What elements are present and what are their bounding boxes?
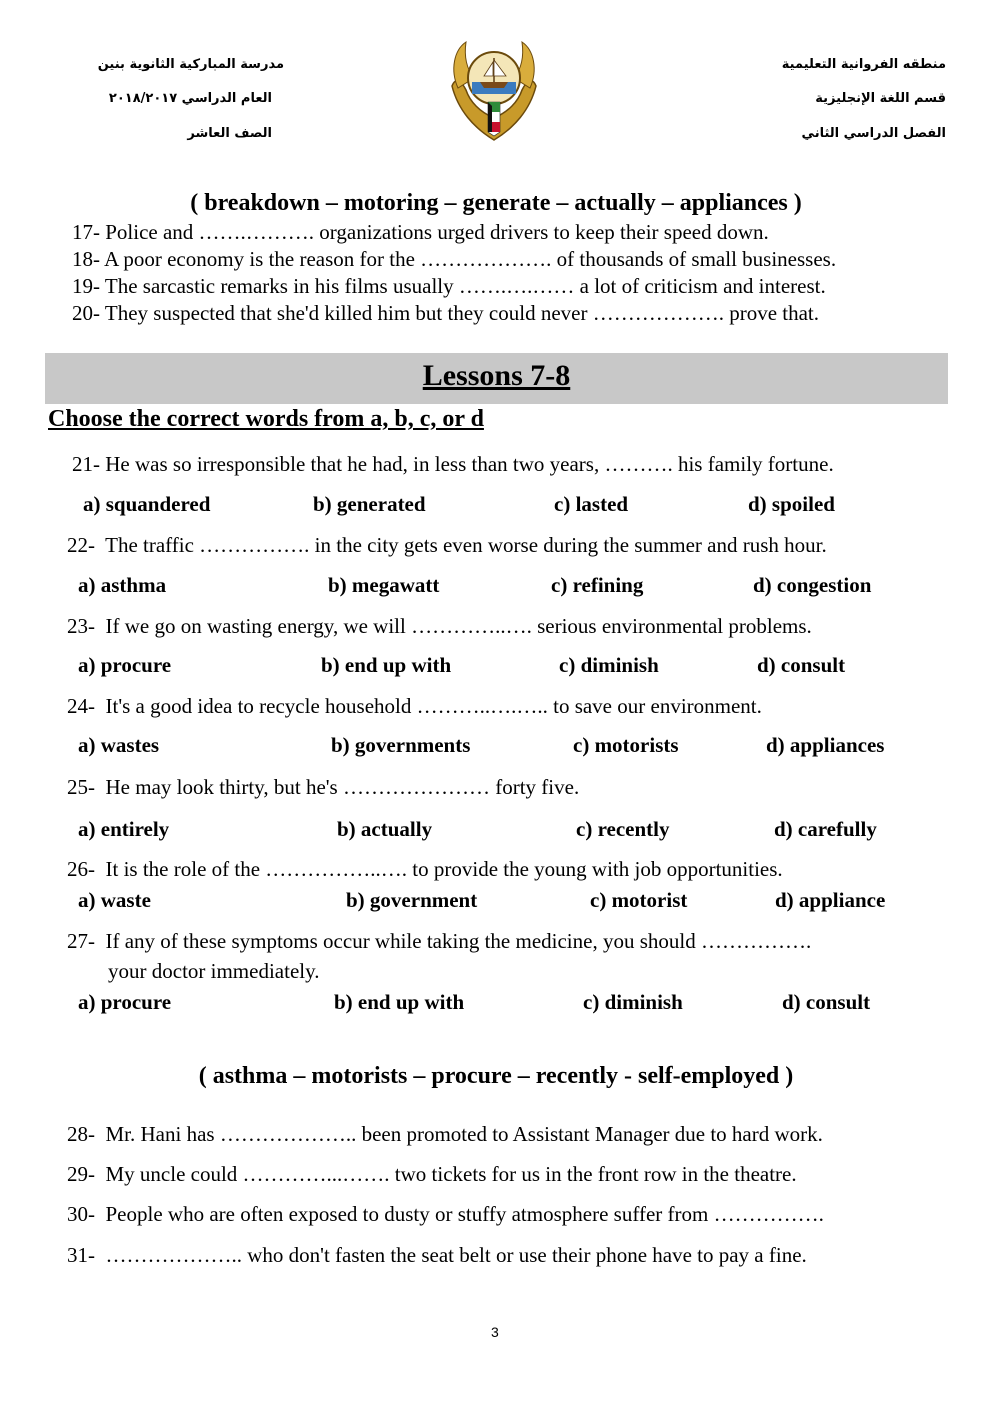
option-26-d[interactable]: d) appliance bbox=[775, 888, 886, 912]
page-number: 3 bbox=[491, 1324, 499, 1340]
question-30: 30- People who are often exposed to dusty or stuffy atmosphere suffer from ……………. bbox=[67, 1202, 824, 1226]
option-21-b[interactable]: b) generated bbox=[313, 492, 426, 516]
question-25: 25- He may look thirty, but he's ………………… forty five. bbox=[67, 775, 580, 799]
question-29: 29- My uncle could …………...……. two tickets for us in the front row in the theatre. bbox=[67, 1162, 797, 1186]
option-23-d[interactable]: d) consult bbox=[757, 653, 846, 677]
question-19: 19- The sarcastic remarks in his films usually …….….…… a lot of criticism and interest. bbox=[72, 274, 826, 298]
question-24: 24- It's a good idea to recycle household ………..….….. to save our environment. bbox=[67, 694, 762, 718]
option-25-d[interactable]: d) carefully bbox=[774, 817, 877, 841]
option-22-a[interactable]: a) asthma bbox=[78, 573, 167, 597]
lesson-banner bbox=[45, 353, 948, 404]
header-year: العام الدراسي ٢٠١٨/٢٠١٧ bbox=[108, 91, 272, 106]
option-26-a[interactable]: a) waste bbox=[78, 888, 151, 912]
option-23-c[interactable]: c) diminish bbox=[559, 653, 659, 677]
header-grade: الصف العاشر bbox=[187, 126, 272, 141]
option-23-a[interactable]: a) procure bbox=[78, 653, 172, 677]
option-25-b[interactable]: b) actually bbox=[337, 817, 433, 841]
option-25-a[interactable]: a) entirely bbox=[78, 817, 170, 841]
option-24-b[interactable]: b) governments bbox=[331, 733, 471, 757]
option-26-c[interactable]: c) motorist bbox=[590, 888, 688, 912]
question-21: 21- He was so irresponsible that he had, in less than two years, ………. his family fortune. bbox=[72, 452, 834, 476]
question-27: 27- If any of these symptoms occur while taking the medicine, you should ……………. bbox=[67, 929, 812, 953]
header-region: منطقه الفروانية التعليمية bbox=[781, 57, 946, 72]
option-24-c[interactable]: c) motorists bbox=[573, 733, 679, 757]
lesson-title: Lessons 7-8 bbox=[422, 359, 571, 392]
option-24-d[interactable]: d) appliances bbox=[766, 733, 885, 757]
question-31: 31- ……………….. who don't fasten the seat belt or use their phone have to pay a fine. bbox=[67, 1243, 807, 1267]
option-22-c[interactable]: c) refining bbox=[551, 573, 644, 597]
question-22: 22- The traffic ……………. in the city gets even worse during the summer and rush hour. bbox=[67, 533, 827, 557]
option-21-c[interactable]: c) lasted bbox=[554, 492, 629, 516]
option-27-b[interactable]: b) end up with bbox=[334, 990, 465, 1014]
header-school: مدرسة المباركية الثانوية بنين bbox=[97, 57, 284, 72]
option-22-b[interactable]: b) megawatt bbox=[328, 573, 440, 597]
option-27-c[interactable]: c) diminish bbox=[583, 990, 683, 1014]
word-bank-2: ( asthma – motorists – procure – recently - self-employed ) bbox=[198, 1063, 794, 1089]
option-27-a[interactable]: a) procure bbox=[78, 990, 172, 1014]
option-21-d[interactable]: d) spoiled bbox=[748, 492, 835, 516]
option-26-b[interactable]: b) government bbox=[346, 888, 478, 912]
question-18: 18- A poor economy is the reason for the ………………. of thousands of small businesses. bbox=[72, 247, 837, 271]
option-21-a[interactable]: a) squandered bbox=[83, 492, 211, 516]
header-department: قسم اللغة الإنجليزية bbox=[815, 91, 946, 106]
question-17: 17- Police and …….………. organizations urged drivers to keep their speed down. bbox=[72, 220, 769, 244]
question-20: 20- They suspected that she'd killed him but they could never ………………. prove that. bbox=[72, 301, 820, 325]
question-26: 26- It is the role of the ……………..…. to provide the young with job opportunities. bbox=[67, 857, 783, 881]
question-28: 28- Mr. Hani has ……………….. been promoted to Assistant Manager due to hard work. bbox=[67, 1122, 823, 1146]
header-semester: الفصل الدراسي الثاني bbox=[801, 126, 946, 141]
option-23-b[interactable]: b) end up with bbox=[321, 653, 452, 677]
question-23: 23- If we go on wasting energy, we will …………..…. serious environmental problems. bbox=[67, 614, 812, 638]
option-22-d[interactable]: d) congestion bbox=[753, 573, 872, 597]
kuwait-emblem-icon bbox=[444, 36, 544, 142]
instruction-heading: Choose the correct words from a, b, c, or d bbox=[48, 406, 484, 432]
word-bank-1: ( breakdown – motoring – generate – actually – appliances ) bbox=[190, 190, 802, 216]
option-27-d[interactable]: d) consult bbox=[782, 990, 871, 1014]
question-27-continued: your doctor immediately. bbox=[108, 959, 320, 983]
option-24-a[interactable]: a) wastes bbox=[78, 733, 160, 757]
option-25-c[interactable]: c) recently bbox=[576, 817, 670, 841]
